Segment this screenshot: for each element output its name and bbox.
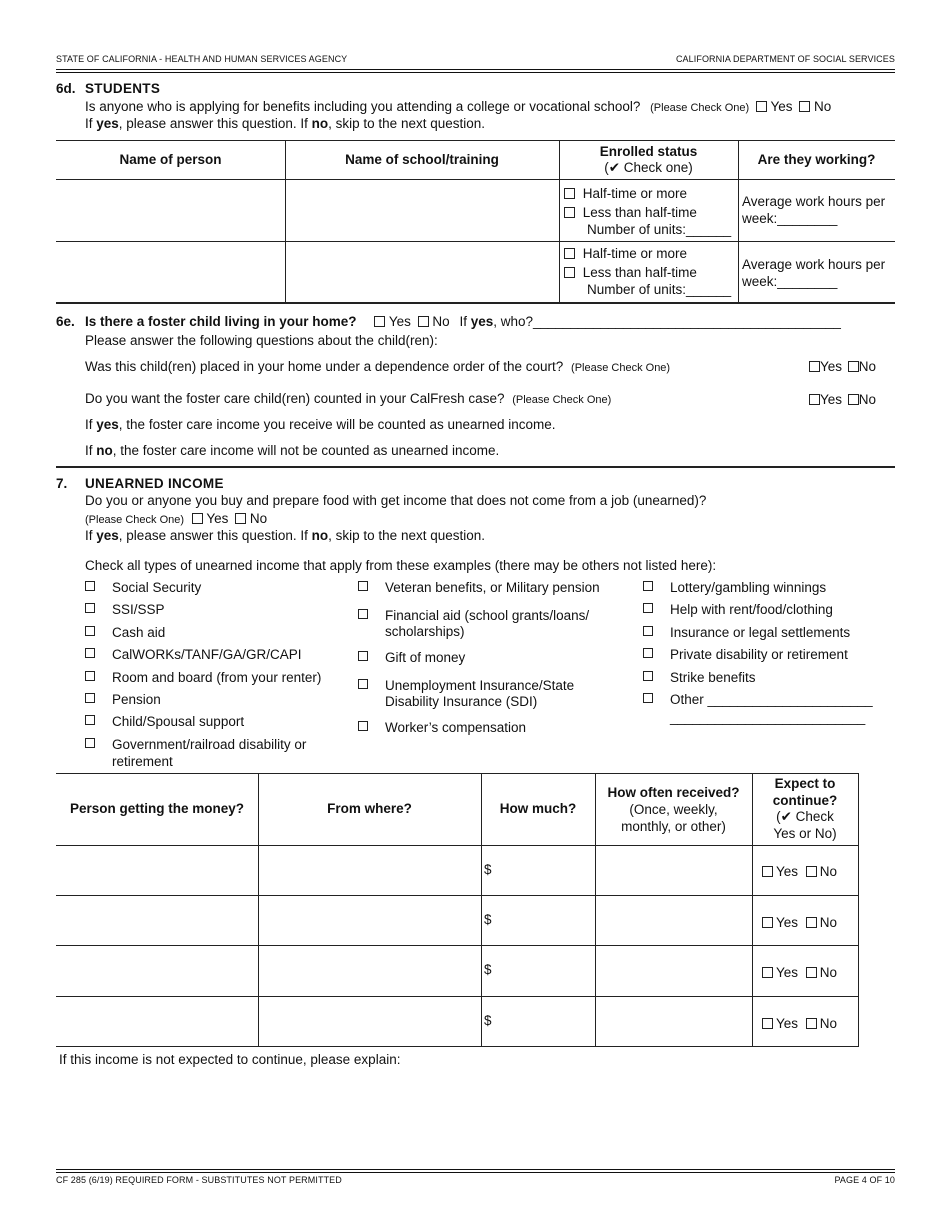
note-yes: yes — [96, 417, 119, 432]
section-7-number: 7. — [56, 476, 68, 491]
unearned-instructions — [85, 528, 485, 543]
header-rule — [56, 69, 895, 70]
expect-yes-label: Yes — [776, 1016, 799, 1031]
foster-q2-options — [809, 392, 876, 407]
if-yes: yes — [96, 116, 119, 131]
foster-q2 — [85, 391, 611, 406]
students-no-checkbox[interactable] — [799, 101, 810, 112]
foster-q1-no-checkbox[interactable] — [848, 361, 859, 372]
if-label: If — [85, 116, 97, 131]
note-if: If — [85, 443, 97, 458]
financial-aid-checkbox[interactable] — [358, 609, 368, 619]
expect-no-label: No — [819, 965, 838, 980]
room-board-checkbox[interactable] — [85, 671, 95, 681]
child-support-checkbox[interactable] — [85, 715, 95, 725]
list-item: SSI/SSP — [112, 602, 165, 617]
list-item: Disability Insurance (SDI) — [385, 694, 538, 709]
ssi-ssp-checkbox[interactable] — [85, 603, 95, 613]
expect-yes-label: Yes — [776, 965, 799, 980]
amount-field[interactable]: $ — [484, 962, 492, 977]
amount-field[interactable]: $ — [484, 912, 492, 927]
list-item: Social Security — [112, 580, 202, 595]
how-often-title: How often received? — [607, 785, 740, 800]
foster-who-field[interactable]: , who?_________________________________________ — [493, 314, 841, 329]
section-divider — [56, 466, 895, 468]
note-text: , the foster care income will not be counted as unearned income. — [112, 443, 500, 458]
unearned-question: Do you or anyone you buy and prepare food with get income that does not come from a job (unearned)? — [85, 493, 707, 508]
list-item: Gift of money — [385, 650, 466, 665]
students-yes-label: Yes — [770, 99, 793, 114]
foster-instructions: Please answer the following questions about the child(ren): — [85, 333, 438, 348]
list-item: retirement — [112, 754, 173, 769]
if-label: If — [85, 528, 97, 543]
expect-title2: continue? — [772, 792, 838, 808]
list-item: Private disability or retirement — [670, 647, 848, 662]
expect-no-checkbox[interactable] — [806, 866, 817, 877]
explain-label: If this income is not expected to continue, please explain: — [59, 1052, 401, 1067]
income-table — [56, 773, 859, 1047]
half-time-label: Half-time or more — [582, 186, 688, 201]
expect-no-checkbox[interactable] — [806, 917, 817, 928]
foster-q2-no-checkbox[interactable] — [848, 394, 859, 405]
table-row — [564, 205, 697, 220]
if-end: , skip to the next question. — [328, 528, 486, 543]
unearned-yes-label: Yes — [206, 511, 229, 526]
pension-checkbox[interactable] — [85, 693, 95, 703]
foster-if: If — [459, 314, 471, 329]
other-field-line2[interactable]: __________________________ — [670, 710, 866, 725]
expect-no-checkbox[interactable] — [806, 967, 817, 978]
if-mid: , please answer this question. If — [118, 528, 312, 543]
students-no-label: No — [814, 99, 832, 114]
list-item: Government/railroad disability or — [112, 737, 307, 752]
col-person: Person getting the money? — [69, 801, 245, 816]
veteran-benefits-checkbox[interactable] — [358, 581, 368, 591]
foster-q2-no-label: No — [858, 392, 877, 407]
unemployment-checkbox[interactable] — [358, 679, 368, 689]
list-item: Insurance or legal settlements — [670, 625, 851, 640]
table-row — [762, 915, 837, 930]
expect-yes-checkbox[interactable] — [762, 866, 773, 877]
lottery-checkbox[interactable] — [643, 581, 653, 591]
foster-yes-label: Yes — [388, 314, 411, 329]
other-field[interactable]: Other ______________________ — [670, 692, 873, 707]
unearned-no-checkbox[interactable] — [235, 513, 246, 524]
section-6d-number: 6d. — [56, 81, 76, 96]
expect-no-checkbox[interactable] — [806, 1018, 817, 1029]
list-item: Financial aid (school grants/loans/ — [385, 608, 590, 623]
students-table — [56, 140, 895, 304]
expect-sub2: Yes or No) — [773, 825, 837, 841]
gov-disability-checkbox[interactable] — [85, 738, 95, 748]
cash-aid-checkbox[interactable] — [85, 626, 95, 636]
foster-note-no — [85, 443, 499, 458]
expect-sub1: (✔ Check — [776, 809, 834, 824]
units-field[interactable]: Number of units:______ — [587, 222, 732, 237]
students-check-one: (Please Check One) — [650, 102, 750, 114]
col-from-where: From where? — [327, 801, 412, 816]
foster-q1 — [85, 359, 670, 374]
foster-q2-check-one: (Please Check One) — [512, 394, 612, 406]
expect-yes-checkbox[interactable] — [762, 1018, 773, 1029]
if-no: no — [311, 116, 329, 131]
section-6d-title: STUDENTS — [85, 81, 161, 96]
table-row — [564, 186, 687, 201]
foster-question — [85, 314, 841, 329]
footer-rule-2 — [56, 1172, 895, 1173]
less-than-half-label: Less than half-time — [582, 265, 697, 280]
foster-no-label: No — [432, 314, 450, 329]
foster-if-yes: yes — [470, 314, 494, 329]
unearned-check-one: (Please Check One) — [85, 514, 185, 526]
students-question — [85, 99, 831, 114]
form-number: CF 285 (6/19) REQUIRED FORM - SUBSTITUTES NOT PERMITTED — [56, 1175, 342, 1185]
less-than-half-checkbox[interactable] — [564, 207, 575, 218]
calworks-checkbox[interactable] — [85, 648, 95, 658]
foster-q1-yes-checkbox[interactable] — [809, 361, 820, 372]
agency-header: STATE OF CALIFORNIA - HEALTH AND HUMAN SERVICES AGENCY — [56, 54, 348, 64]
private-disability-checkbox[interactable] — [643, 648, 653, 658]
help-rent-checkbox[interactable] — [643, 603, 653, 613]
foster-q1-options — [809, 359, 876, 374]
if-no: no — [311, 528, 329, 543]
students-question-text: Is anyone who is applying for benefits including you attending a college or vocational school? — [85, 99, 641, 114]
foster-q2-text: Do you want the foster care child(ren) counted in your CalFresh case? — [85, 391, 505, 406]
unearned-yes-checkbox[interactable] — [192, 513, 203, 524]
page-number: PAGE 4 OF 10 — [834, 1175, 895, 1185]
foster-no-checkbox[interactable] — [418, 316, 429, 327]
social-security-checkbox[interactable] — [85, 581, 95, 591]
foster-q2-yes-checkbox[interactable] — [809, 394, 820, 405]
list-item: scholarships) — [385, 624, 465, 639]
foster-question-text: Is there a foster child living in your home? — [85, 314, 357, 329]
col-enrolled-status: Enrolled status — [599, 144, 698, 159]
if-end: , skip to the next question. — [328, 116, 486, 131]
if-mid: , please answer this question. If — [118, 116, 312, 131]
units-field[interactable]: Number of units:______ — [587, 282, 732, 297]
workers-comp-checkbox[interactable] — [358, 721, 368, 731]
how-often-sub2: monthly, or other) — [621, 819, 726, 834]
expect-yes-checkbox[interactable] — [762, 917, 773, 928]
table-row — [762, 1016, 837, 1031]
table-row — [762, 965, 837, 980]
table-row — [564, 265, 697, 280]
section-6e-number: 6e. — [56, 314, 75, 329]
unearned-no-label: No — [249, 511, 268, 526]
expect-yes-label: Yes — [776, 915, 799, 930]
header-rule-2 — [56, 72, 895, 73]
note-if: If — [85, 417, 97, 432]
expect-yes-label: Yes — [776, 864, 799, 879]
list-item: Help with rent/food/clothing — [670, 602, 833, 617]
check-all-instructions: Check all types of unearned income that apply from these examples (there may be others not listed here): — [85, 558, 717, 573]
expect-no-label: No — [819, 915, 838, 930]
expect-no-label: No — [819, 864, 838, 879]
col-name-of-person: Name of person — [119, 152, 222, 167]
col-how-often — [595, 784, 752, 835]
less-than-half-label: Less than half-time — [582, 205, 697, 220]
col-name-of-school: Name of school/training — [345, 152, 499, 167]
work-hours-field[interactable]: Average work hours per week:________ — [742, 194, 886, 226]
table-row — [762, 864, 837, 879]
foster-q1-no-label: No — [858, 359, 877, 374]
unearned-options — [85, 511, 267, 526]
department-header: CALIFORNIA DEPARTMENT OF SOCIAL SERVICES — [675, 54, 895, 64]
section-7-title: UNEARNED INCOME — [85, 476, 224, 491]
students-yes-checkbox[interactable] — [756, 101, 767, 112]
expect-no-label: No — [819, 1016, 838, 1031]
list-item: Room and board (from your renter) — [112, 670, 322, 685]
list-item: CalWORKs/TANF/GA/GR/CAPI — [112, 647, 302, 662]
list-item: Child/Spousal support — [112, 714, 245, 729]
list-item: Unemployment Insurance/State — [385, 678, 575, 693]
expect-yes-checkbox[interactable] — [762, 967, 773, 978]
col-enrolled-sub: (✔ Check one) — [604, 160, 693, 175]
list-item: Pension — [112, 692, 161, 707]
half-time-label: Half-time or more — [582, 246, 688, 261]
note-text: , the foster care income you receive will be counted as unearned income. — [118, 417, 556, 432]
other-checkbox[interactable] — [643, 693, 653, 703]
list-item: Veteran benefits, or Military pension — [385, 580, 600, 595]
list-item: Cash aid — [112, 625, 166, 640]
strike-benefits-checkbox[interactable] — [643, 671, 653, 681]
foster-q1-text: Was this child(ren) placed in your home under a dependence order of the court? — [85, 359, 564, 374]
work-hours-field[interactable]: Average work hours per week:________ — [742, 257, 886, 289]
foster-q2-yes-label: Yes — [820, 392, 843, 407]
insurance-settlements-checkbox[interactable] — [643, 626, 653, 636]
half-time-checkbox[interactable] — [564, 248, 575, 259]
list-item: Worker’s compensation — [385, 720, 527, 735]
less-than-half-checkbox[interactable] — [564, 267, 575, 278]
foster-yes-checkbox[interactable] — [374, 316, 385, 327]
table-row — [564, 246, 687, 261]
foster-q1-yes-label: Yes — [820, 359, 843, 374]
amount-field[interactable]: $ — [484, 1013, 492, 1028]
list-item: Lottery/gambling winnings — [670, 580, 827, 595]
amount-field[interactable]: $ — [484, 862, 492, 877]
col-expect — [752, 776, 858, 842]
note-no: no — [96, 443, 113, 458]
col-how-much: How much? — [499, 801, 577, 816]
how-often-sub1: (Once, weekly, — [629, 802, 718, 817]
half-time-checkbox[interactable] — [564, 188, 575, 199]
foster-note-yes — [85, 417, 556, 432]
students-instructions — [85, 116, 485, 131]
if-yes: yes — [96, 528, 119, 543]
footer-rule — [56, 1169, 895, 1170]
col-are-they-working: Are they working? — [757, 152, 876, 167]
list-item: Strike benefits — [670, 670, 756, 685]
expect-title1: Expect to — [774, 776, 836, 791]
explain-field[interactable] — [60, 1072, 890, 1162]
gift-of-money-checkbox[interactable] — [358, 651, 368, 661]
foster-q1-check-one: (Please Check One) — [571, 362, 671, 374]
